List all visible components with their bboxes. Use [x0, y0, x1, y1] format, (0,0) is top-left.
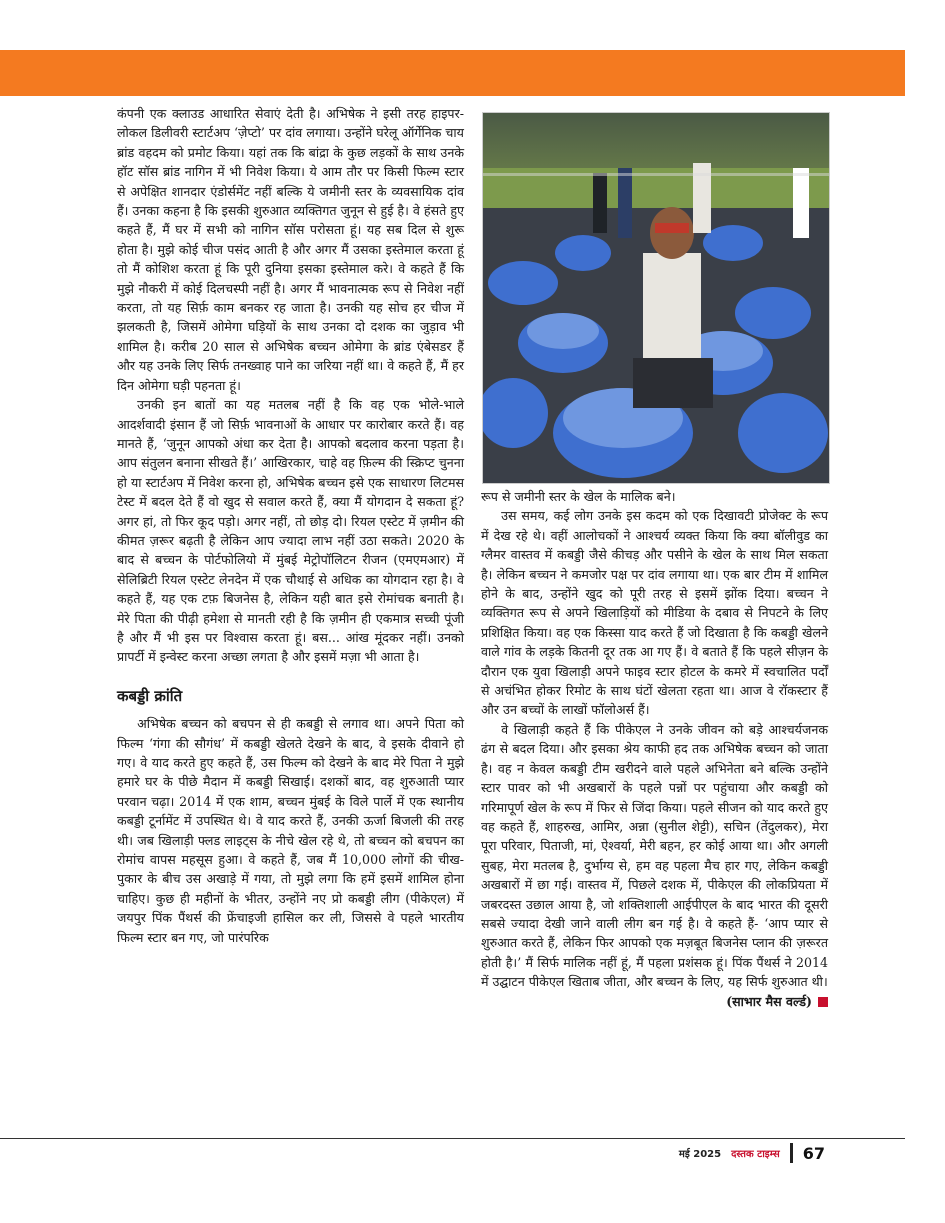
paragraph: वे खिलाड़ी कहते हैं कि पीकेएल ने उनके जीवन को बड़े आश्चर्यजनक ढंग से बदल दिया। और इसका श्रेय काफी हद तक अभिषेक बच्चन को जाता है। वह न केवल कबड्डी टीम खरीदने वाले पहले अभिनेता बने बल्कि उन्होंने स्टार पावर को भी अखबारों के पहले पन्नों पर पहुंचाया और कबड्डी को गरिमापूर्ण खेल के रूप में फिर से जिंदा किया। पहले सीजन को याद करते हुए वह कहते हैं, शाहरुख, आमिर, अन्ना (सुनील शेट्टी), सचिन (तेंदुलकर), मेरा पूरा परिवार, पिताजी, मां, ऐश्वर्या, मेरी बहन, हर कोई आया था। और अगली सुबह, मेरा मतलब है, दुर्भाग्य से, हम वह पहला मैच हार गए, लेकिन कबड्डी अखबारों में छा गई। वास्तव में, पिछले दशक में, पीकेएल की लोकप्रियता में जबरदस्त उछाल आया है, जो शक्तिशाली आईपीएल के बाद भारत की दूसरी सबसे ज्यादा देखी जाने वाली लीग बन गई है। वे कहते हैं- ‘आप प्यार से शुरुआत करते हैं, लेकिन फिर आपको एक मज़बूत बिजनेस प्लान की ज़रूरत होती है।’ मैं सिर्फ मालिक नहीं हूं, मैं पहला प्रशंसक हूं। पिंक पैंथर्स ने 2014 में उद्घाटन पीकेएल खिताब जीता, और बच्चन के लिए, यह सिर्फ शुरुआत थी।: [481, 721, 828, 990]
paragraph: उस समय, कई लोग उनके इस कदम को एक दिखावटी प्रोजेक्ट के रूप में देख रहे थे। वहीं आलोचकों ने आश्चर्य व्यक्त किया कि क्या बॉलीवुड का ग्लैमर वास्तव में कबड्डी जैसे कीचड़ और पसीने के खेल के साथ मिल सकता है। लेकिन बच्चन ने कमजोर पक्ष पर दांव लगाया था। एक बार टीम में शामिल होने के बाद, उन्होंने खुद को पूरी तरह से इसमें झोंक दिया। बच्चन ने व्यक्तिगत रूप से अपने खिलाड़ियों को मीडिया के दबाव से निपटने के लिए प्रशिक्षित किया। वह एक किस्सा याद करते हैं जो दिखाता है कि कबड्डी खेलने वाले गांव के लड़के कितनी दूर तक आ गए हैं। वे बताते हैं कि पहले सीज़न के दौरान एक युवा खिलाड़ी अपने फाइव स्टार होटल के कमरे में स्वचालित पर्दों से अचंभित होकर रिमोट के साथ घंटों खेलता रहता था। आज वे रॉकस्टार हैं और उन बच्चों के लाखों फॉलोअर्स हैं।: [481, 508, 828, 718]
paragraph: उनकी इन बातों का यह मतलब नहीं है कि वह एक भोले-भाले आदर्शवादी इंसान हैं जो सिर्फ़ भावनाओं के आधार पर कारोबार करते हैं। वह मानते हैं, ‘जुनून आपको अंधा कर देता है। आपको बदलाव करना पड़ता है। आप संतुलन बनाना सीखते हैं।’ आखिरकार, चाहे वह फ़िल्म की स्क्रिप्ट चुनना हो या स्टार्टअप में निवेश करना हो, अभिषेक बच्चन इसे एक साधारण लिटमस टेस्ट में बदल देते हैं वो खुद से सवाल करते हैं, क्या मैं योगदान दे सकता हूं? अगर हां, तो फिर कूद पड़ो। अगर नहीं, तो छोड़ दो। रियल एस्टेट में ज़मीन की कीमत ज़रूर बढ़ती है लेकिन आप ज्यादा लाभ नहीं उठा सकते। 2020 के बाद से बच्चन के पोर्टफोलियो में मुंबई मेट्रोपॉलिटन रीजन (एमएमआर) में सेलिब्रिटी रियल एस्टेट लेनदेन में एक चौथाई से अधिक का योगदान रहा है। वे कहते हैं, यह एक टफ़ बिजनेस है, लेकिन यही बात इसे रोमांचक बनाती है। मेरे पिता की पीढ़ी हमेशा से मानती रही है कि ज़मीन ही एकमात्र सच्ची पूंजी है और मैं भी इस पर विश्वास करता हूं। बस... आंख मूंदकर नहीं। उनको प्रापर्टी में इन्वेस्ट करना अच्छा लगता है और इसमें मज़ा भी आता है।: [117, 397, 464, 665]
page-footer: [679, 1141, 825, 1165]
issue-month: मई 2025: [678, 1149, 722, 1160]
credit-text: (साभार मैस वर्ल्ड): [726, 993, 812, 1009]
end-mark-icon: [818, 997, 828, 1007]
footer-divider: [790, 1143, 793, 1163]
article-left-column: [117, 104, 464, 947]
page-number: 67: [802, 1143, 825, 1163]
signoff-line: [481, 992, 828, 1011]
footer-rule: [0, 1138, 905, 1139]
header-color-band: [0, 50, 905, 96]
paragraph: रूप से जमीनी स्तर के खेल के मालिक बने।: [481, 489, 676, 504]
article-right-column: [481, 487, 828, 1011]
magazine-logo: दस्तक टाइम्स: [731, 1149, 780, 1160]
article-photo: [482, 112, 830, 484]
paragraph: कंपनी एक क्लाउड आधारित सेवाएं देती है। अभिषेक ने इसी तरह हाइपर-लोकल डिलीवरी स्टार्टअप ‘ज़ेप्टो’ पर दांव लगाया। उन्होंने घरेलू ऑर्गेनिक चाय ब्रांड वहदम को प्रमोट किया। यहां तक कि बांद्रा के कुछ लड़कों के साथ उनके हॉट सॉस ब्रांड नागिन में भी निवेश किया। ये आम तौर पर किसी फिल्म स्टार से अपेक्षित शानदार एंडोर्समेंट नहीं बल्कि ये जमीनी स्तर के व्यवसायिक दांव हैं। उनका कहना है कि इसकी शुरुआत व्यक्तिगत जुनून से हुई है। वे हंसते हुए कहते हैं, मैं घर में सभी को नागिन सॉस परोसता हूं। यह सब दिल से शुरू होता है। मुझे कोई चीज पसंद आती है और अगर मैं उसका इस्तेमाल करता हूं तो मैं कोशिश करता हूं कि पूरी दुनिया इसका इस्तेमाल करे। वे कहते हैं कि मुझे नौकरी में कोई दिलचस्पी नहीं है। अगर मैं भावनात्मक रूप से निवेश नहीं करता, तो यह सिर्फ़ काम बनकर रह जाता है। उनकी यह सोच हर चीज में झलकती है, जिसमें ओमेगा घड़ियों के साथ उनका दो दशक का जुड़ाव भी शामिल है। करीब 20 साल से अभिषेक बच्चन ओमेगा के ब्रांड एंबेसडर हैं और यह उनके लिए सिर्फ तनख्वाह पाने का जरिया नहीं था। वे कहते हैं, मैं हर दिन ओमेगा घड़ी पहनता हूं।: [117, 106, 464, 393]
section-heading: कबड्डी क्रांति: [117, 686, 183, 705]
paragraph: अभिषेक बच्चन को बचपन से ही कबड्डी से लगाव था। अपने पिता को फिल्म ‘गंगा की सौगंध’ में कबड्डी खेलते देखने के बाद, वे इसके दीवाने हो गए। वे याद करते हुए कहते हैं, उस फिल्म को देखने के बाद मेरे पिता ने मुझे हमारे घर के पीछे मैदान में कबड्डी सिखाई। दशकों बाद, वह शुरुआती प्यार परवान चढ़ा। 2014 में एक शाम, बच्चन मुंबई के विले पार्ले में एक स्थानीय कबड्डी टूर्नामेंट में उपस्थित थे। वे याद करते हैं, उनकी ऊर्जा बिजली की तरह थी। जब खिलाड़ी फ्लड लाइट्स के नीचे खेल रहे थे, तो बच्चन को बचपन का रोमांच वापस महसूस हुआ। वे कहते हैं, जब मैं 10,000 लोगों की चीख-पुकार के बीच उस अखाड़े में गया, तो मुझे लगा कि हमें इसमें शामिल होना चाहिए। कुछ ही महीनों के भीतर, उन्होंने नए प्रो कबड्डी लीग (पीकेएल) में जयपुर पिंक पैंथर्स की फ्रेंचाइजी हासिल कर ली, जिससे वे पहले भारतीय फिल्म स्टार बन गए, जो पारंपरिक: [117, 716, 464, 945]
